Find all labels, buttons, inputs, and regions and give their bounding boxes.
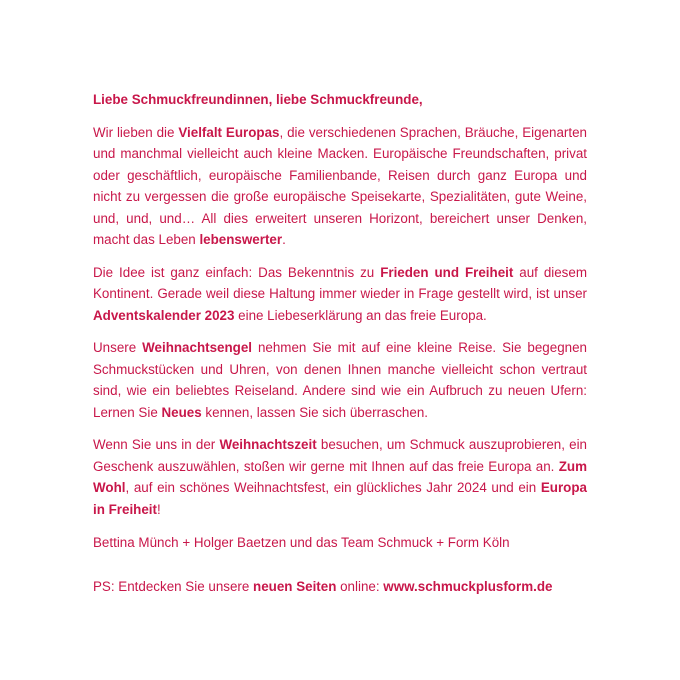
paragraph-weihnachtszeit <box>93 434 587 520</box>
emphasis-neues: Neues <box>161 404 202 420</box>
text-segment: . <box>282 232 286 247</box>
text-segment: nehmen Sie mit auf eine kleine Reise. Sie begegnen Schmuckstücken und Uhren, von denen Ihnen manche vielleicht schon vertraut sind, wie ein beliebtes Reiseland. Andere sind wie ein Aufbruch zu neuen Ufern: Lernen Sie <box>93 340 587 420</box>
emphasis-neuen-seiten: neuen Seiten <box>253 578 337 594</box>
text-segment: Unsere <box>93 340 143 355</box>
letter <box>93 89 587 608</box>
emphasis-frieden-und-freiheit: Frieden und Freiheit <box>380 264 514 280</box>
paragraph-vielfalt <box>93 122 587 251</box>
signature: Bettina Münch + Holger Baetzen und das Team Schmuck + Form Köln <box>93 535 510 550</box>
emphasis-lebenswerter: lebenswerter <box>199 232 283 247</box>
text-segment: Die Idee ist ganz einfach: Das Bekenntnis zu <box>93 264 381 280</box>
text-segment: , auf ein schönes Weihnachtsfest, ein glückliches Jahr 2024 und ein <box>125 480 541 495</box>
text-segment: PS: Entdecken Sie unsere <box>93 578 254 594</box>
greeting-heading: Liebe Schmuckfreundinnen, liebe Schmuckfreunde, <box>93 92 423 107</box>
text-segment: , die verschiedenen Sprachen, Bräuche, Eigenarten und manchmal vielleicht auch kleine Macken. Europäische Freundschaften, privat oder geschäftlich, europäische Familienbande, Reisen durch ganz Europa und nicht zu vergessen die große europäische Speisekarte, Spezialitäten, gute Weine, und, und, und… All dies erweitert unseren Horizont, bereichert unser Denken, macht das Leben <box>93 124 587 247</box>
text-segment: Wir lieben die <box>93 124 179 140</box>
text-segment: ! <box>157 501 161 517</box>
emphasis-vielfalt-europas: Vielfalt Europas <box>178 124 280 140</box>
text-segment: Wenn Sie uns in der <box>93 437 220 452</box>
postscript <box>93 576 587 598</box>
text-segment: online: <box>336 578 384 594</box>
emphasis-europa-in-freiheit: Europa in Freiheit <box>93 480 587 517</box>
text-segment: auf diesem Kontinent. Gerade weil diese Haltung immer wieder in Frage gestellt wird, ist unser <box>93 264 587 301</box>
paragraph-weihnachtsengel <box>93 337 587 423</box>
emphasis-weihnachtszeit: Weihnachtszeit <box>219 437 317 452</box>
website-link[interactable]: www.schmuckplusform.de <box>383 578 553 594</box>
paragraph-idee <box>93 262 587 327</box>
emphasis-weihnachtsengel: Weihnachtsengel <box>142 340 253 355</box>
emphasis-zum-wohl: Zum Wohl <box>93 458 587 495</box>
text-segment: kennen, lassen Sie sich überraschen. <box>201 404 428 420</box>
text-segment: besuchen, um Schmuck auszuprobieren, ein Geschenk auszuwählen, stoßen wir gerne mit Ihnen auf das freie Europa an. <box>93 437 588 474</box>
emphasis-adventskalender: Adventskalender 2023 <box>93 307 235 323</box>
text-segment: eine Liebeserklärung an das freie Europa. <box>234 307 487 323</box>
